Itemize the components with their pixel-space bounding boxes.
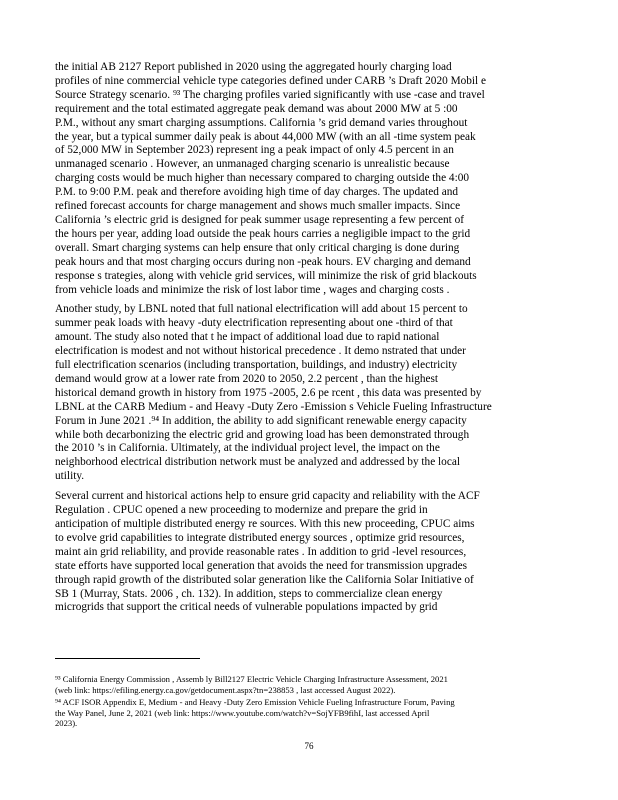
footnote-line: the Way Panel, June 2, 2021 (web link: https://www.youtube.com/watch?v=SojYFB9fihI, last accessed April: [55, 707, 430, 718]
text-line: neighborhood electrical distribution network must be analyzed and addressed by the local: [55, 456, 460, 469]
text-line: requirement and the total estimated aggregate peak demand was about 2000 MW at 5 :00: [55, 102, 458, 115]
text-line: the year, but a typical summer daily peak is about 44,000 MW (with an all -time system peak: [55, 130, 476, 143]
text-line: refined forecast accounts for charge management and shows much smaller impacts. Since: [55, 200, 461, 213]
text-line: while both decarbonizing the electric grid and growing load has been demonstrated through: [55, 428, 470, 441]
footnote-94: [55, 697, 565, 729]
text-line: microgrids that support the critical needs of vulnerable populations impacted by grid: [55, 601, 438, 614]
paragraph-ab2127-charging-profiles: [55, 61, 561, 297]
text-line: the 2010 ’s in California. Ultimately, at the individual project level, the impact on the: [55, 442, 440, 455]
footnote-line: ⁹³ California Energy Commission , Assemb ly Bill2127 Electric Vehicle Charging Infrastructure Assessment, 2021: [55, 674, 448, 684]
text-line: state efforts have supported local generation that avoids the need for transmission upgrades: [55, 559, 468, 572]
text-line: maint ain grid reliability, and provide reasonable rates . In addition to grid -level resources,: [55, 545, 467, 558]
text-line: demand would grow at a lower rate from 2020 to 2050, 2.2 percent , than the highest: [55, 372, 439, 385]
footnote-line: (web link: https://efiling.energy.ca.gov/getdocument.aspx?tn=238853 , last accessed August 2022).: [55, 684, 396, 695]
text-line: amount. The study also noted that t he impact of additional load due to rapid national: [55, 331, 440, 344]
text-line: LBNL at the CARB Medium - and Heavy -Duty Zero -Emission s Vehicle Fueling Infrastructure: [55, 400, 492, 413]
text-line: profiles of nine commercial vehicle type categories defined under CARB ’s Draft 2020 Mobil e: [55, 74, 487, 87]
text-line: Source Strategy scenario. ⁹³ The charging profiles varied significantly with use -case and travel: [55, 88, 485, 101]
text-line: P.M., without any smart charging assumptions. California ’s grid demand varies throughout: [55, 116, 468, 129]
text-line: summer peak loads with heavy -duty electrification representing about one -third of that: [55, 317, 453, 330]
footnote-line: ⁹⁴ ACF ISOR Appendix E, Medium - and Heavy -Duty Zero Emission Vehicle Fueling Infrastructure Forum, Paving: [55, 697, 455, 708]
footnote-93: [55, 674, 565, 695]
text-line: unmanaged scenario . However, an unmanaged charging scenario is unrealistic because: [55, 158, 450, 171]
text-line: electrification is modest and not without historical precedence . It demo nstrated that under: [55, 345, 466, 358]
text-line: the initial AB 2127 Report published in 2020 using the aggregated hourly charging load: [55, 61, 452, 73]
text-line: utility.: [55, 470, 85, 483]
text-line: through rapid growth of the distributed solar generation like the California Solar Initiative of: [55, 573, 474, 586]
text-line: P.M. to 9:00 P.M. peak and therefore avoiding high time of day charges. The updated and: [55, 186, 459, 199]
text-line: California ’s electric grid is designed for peak summer usage representing a few percent of: [55, 213, 465, 226]
text-line: response s trategies, along with vehicle grid services, will minimize the risk of grid blackouts: [55, 269, 477, 282]
text-line: overall. Smart charging systems can help ensure that only critical charging is done during: [55, 241, 460, 254]
body-text: [55, 61, 561, 621]
text-line: historical demand growth in history from 1975 -2005, 2.6 pe rcent , this data was presented by: [55, 386, 482, 399]
footnote-separator: [55, 658, 200, 659]
text-line: SB 1 (Murray, Stats. 2006 , ch. 132). In addition, steps to commercialize clean energy: [55, 587, 443, 600]
text-line: Regulation . CPUC opened a new proceeding to modernize and prepare the grid in: [55, 504, 428, 517]
paragraph-grid-reliability-actions: [55, 490, 561, 615]
text-line: Another study, by LBNL noted that full national electrification will add about 15 percent to: [55, 303, 468, 316]
text-line: charging costs would be much higher than necessary compared to charging outside the 4:00: [55, 172, 470, 185]
text-line: from vehicle loads and minimize the risk of lost labor time , wages and charging costs .: [55, 283, 450, 296]
text-line: full electrification scenarios (including transportation, buildings, and industry) electricity: [55, 359, 458, 372]
text-line: Forum in June 2021 .⁹⁴ In addition, the ability to add significant renewable energy capacity: [55, 414, 467, 427]
text-line: of 52,000 MW in September 2023) represent ing a peak impact of only 4.5 percent in an: [55, 144, 454, 157]
paragraph-lbnl-study: [55, 303, 561, 484]
text-line: anticipation of multiple distributed energy re sources. With this new proceeding, CPUC aims: [55, 518, 475, 530]
text-line: to evolve grid capabilities to integrate distributed energy sources , optimize grid resources,: [55, 531, 465, 544]
footnotes: [55, 674, 565, 729]
text-line: Several current and historical actions help to ensure grid capacity and reliability with the ACF: [55, 490, 480, 503]
text-line: peak hours and that most charging occurs during non -peak hours. EV charging and demand: [55, 255, 471, 268]
footnote-line: 2023).: [55, 718, 78, 729]
page-number: 76: [304, 741, 314, 751]
text-line: the hours per year, adding load outside the peak hours carries a negligible impact to the grid: [55, 227, 471, 240]
